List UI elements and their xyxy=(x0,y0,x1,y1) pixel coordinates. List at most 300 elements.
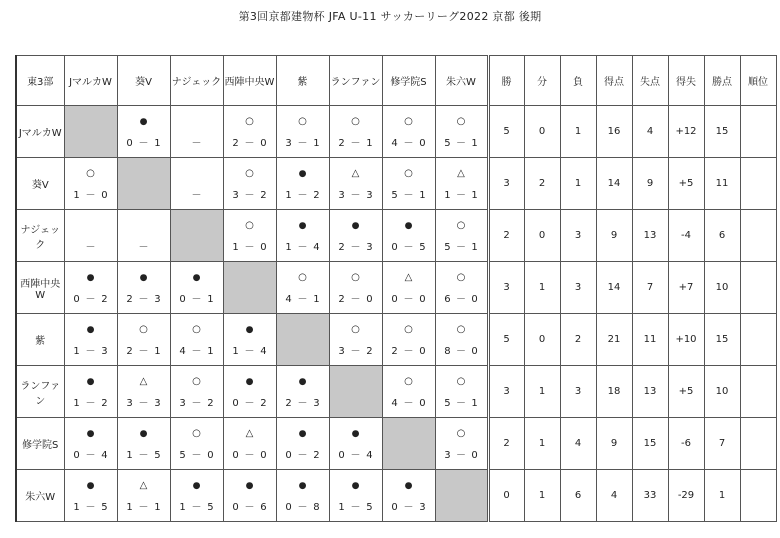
col-team-7: 朱六W xyxy=(435,56,488,106)
loss-mark: ● xyxy=(192,273,201,283)
stat-rank xyxy=(740,262,776,314)
score-separator: － xyxy=(297,190,308,201)
score-home: 2 xyxy=(126,294,133,305)
match-score xyxy=(277,399,329,409)
match-result-cell xyxy=(223,418,276,470)
score-away: 0 xyxy=(471,450,478,461)
match-score xyxy=(224,451,276,461)
score-home: 1 xyxy=(179,502,186,513)
unplayed-cell xyxy=(64,210,117,262)
match-result-cell xyxy=(223,314,276,366)
score-home: 1 xyxy=(285,242,292,253)
stat-goal-diff: +7 xyxy=(668,262,704,314)
score-home: 2 xyxy=(338,138,345,149)
match-result-cell xyxy=(329,262,382,314)
match-result-cell xyxy=(170,366,223,418)
score-home: 5 xyxy=(444,398,451,409)
stat-points: 10 xyxy=(704,366,740,418)
score-home: 1 xyxy=(126,502,133,513)
win-mark: ○ xyxy=(404,116,413,127)
match-score xyxy=(118,451,170,461)
unplayed-dash: － xyxy=(191,138,202,149)
match-score xyxy=(224,243,276,253)
loss-mark: ● xyxy=(298,429,307,439)
match-score xyxy=(330,295,382,305)
table-row xyxy=(16,418,776,470)
score-home: 8 xyxy=(444,346,451,357)
score-separator: － xyxy=(138,398,149,409)
score-away: 1 xyxy=(471,138,478,149)
loss-mark: ● xyxy=(86,325,95,335)
score-home: 0 xyxy=(179,294,186,305)
stat-goal-diff: -6 xyxy=(668,418,704,470)
score-home: 1 xyxy=(73,346,80,357)
col-team-1: 葵V xyxy=(117,56,170,106)
row-team-name: ナジェック xyxy=(16,210,64,262)
score-separator: － xyxy=(244,138,255,149)
draw-mark: △ xyxy=(457,168,465,179)
col-goals-against: 失点 xyxy=(632,56,668,106)
match-score xyxy=(118,399,170,409)
match-score xyxy=(436,295,487,305)
score-home: 0 xyxy=(232,398,239,409)
win-mark: ○ xyxy=(192,324,201,335)
match-result-cell xyxy=(223,366,276,418)
unplayed-cell xyxy=(170,158,223,210)
win-mark: ○ xyxy=(192,376,201,387)
score-home: 1 xyxy=(73,502,80,513)
score-home: 1 xyxy=(338,502,345,513)
score-home: 6 xyxy=(444,294,451,305)
score-separator: － xyxy=(297,502,308,513)
stat-goals-for: 14 xyxy=(596,262,632,314)
match-result-cell xyxy=(117,470,170,522)
score-home: 0 xyxy=(232,502,239,513)
stat-points: 15 xyxy=(704,106,740,158)
score-separator: － xyxy=(297,450,308,461)
unplayed-dash: － xyxy=(191,190,202,201)
score-away: 4 xyxy=(366,450,373,461)
score-away: 0 xyxy=(260,138,267,149)
row-team-name: 紫 xyxy=(16,314,64,366)
win-mark: ○ xyxy=(456,428,466,439)
score-separator: － xyxy=(455,346,466,357)
score-home: 1 xyxy=(444,190,451,201)
match-result-cell xyxy=(223,106,276,158)
col-team-0: JマルカW xyxy=(64,56,117,106)
win-mark: ○ xyxy=(456,324,466,335)
match-score xyxy=(65,347,117,357)
win-mark: ○ xyxy=(298,116,307,127)
score-separator: － xyxy=(191,450,202,461)
score-away: 1 xyxy=(313,294,320,305)
stat-wins: 5 xyxy=(488,106,524,158)
match-score xyxy=(65,399,117,409)
col-team-6: 修学院S xyxy=(382,56,435,106)
self-match-cell xyxy=(435,470,488,522)
col-rank: 順位 xyxy=(740,56,776,106)
stat-rank xyxy=(740,106,776,158)
unplayed-dash: － xyxy=(85,242,96,253)
match-result-cell xyxy=(329,314,382,366)
score-away: 2 xyxy=(260,190,267,201)
score-home: 4 xyxy=(391,398,398,409)
draw-mark: △ xyxy=(139,480,148,491)
match-score xyxy=(330,191,382,201)
win-mark: ○ xyxy=(298,272,307,283)
loss-mark: ● xyxy=(139,429,148,439)
score-home: 0 xyxy=(126,138,133,149)
stat-points: 1 xyxy=(704,470,740,522)
stat-losses: 3 xyxy=(560,210,596,262)
match-result-cell xyxy=(223,470,276,522)
col-team-2: ナジェック xyxy=(170,56,223,106)
score-away: 5 xyxy=(419,242,426,253)
score-separator: － xyxy=(191,294,202,305)
loss-mark: ● xyxy=(139,117,148,127)
match-result-cell xyxy=(382,210,435,262)
col-team-5: ランファン xyxy=(329,56,382,106)
score-away: 0 xyxy=(419,294,426,305)
score-away: 2 xyxy=(260,398,267,409)
score-home: 3 xyxy=(232,190,239,201)
match-score xyxy=(436,347,487,357)
score-separator: － xyxy=(138,138,149,149)
loss-mark: ● xyxy=(86,273,95,283)
match-score xyxy=(118,139,170,149)
score-separator: － xyxy=(403,138,414,149)
score-separator: － xyxy=(403,242,414,253)
table-row xyxy=(16,470,776,522)
score-away: 1 xyxy=(207,346,214,357)
score-away: 0 xyxy=(419,398,426,409)
match-score xyxy=(171,295,223,305)
col-goals-for: 得点 xyxy=(596,56,632,106)
match-score xyxy=(118,295,170,305)
score-separator: － xyxy=(403,398,414,409)
score-separator: － xyxy=(403,346,414,357)
score-away: 4 xyxy=(260,346,267,357)
match-result-cell xyxy=(435,210,488,262)
match-result-cell xyxy=(382,106,435,158)
match-result-cell xyxy=(276,106,329,158)
match-score xyxy=(330,243,382,253)
match-result-cell xyxy=(276,262,329,314)
win-mark: ○ xyxy=(245,168,254,179)
table-row xyxy=(16,314,776,366)
score-away: 2 xyxy=(366,346,373,357)
loss-mark: ● xyxy=(86,429,95,439)
self-match-cell xyxy=(223,262,276,314)
stat-goals-against: 11 xyxy=(632,314,668,366)
score-home: 5 xyxy=(444,138,451,149)
stat-draws: 1 xyxy=(524,262,560,314)
row-team-name: JマルカW xyxy=(16,106,64,158)
score-separator: － xyxy=(244,502,255,513)
stat-goal-diff: -4 xyxy=(668,210,704,262)
match-result-cell xyxy=(329,470,382,522)
stat-goals-for: 14 xyxy=(596,158,632,210)
match-score xyxy=(65,503,117,513)
score-separator: － xyxy=(85,346,96,357)
match-result-cell xyxy=(329,106,382,158)
league-table xyxy=(15,55,777,522)
match-result-cell xyxy=(329,418,382,470)
stat-draws: 2 xyxy=(524,158,560,210)
match-result-cell xyxy=(117,418,170,470)
match-result-cell xyxy=(329,158,382,210)
score-away: 1 xyxy=(154,138,161,149)
win-mark: ○ xyxy=(456,220,466,231)
match-score xyxy=(436,451,487,461)
match-result-cell xyxy=(64,262,117,314)
page-title: 第3回京都建物杯 JFA U-11 サッカーリーグ2022 京都 後期 xyxy=(238,10,542,23)
score-away: 3 xyxy=(366,190,373,201)
division-label: 東3部 xyxy=(16,56,64,106)
score-home: 4 xyxy=(391,138,398,149)
score-away: 3 xyxy=(366,242,373,253)
match-score xyxy=(277,503,329,513)
score-home: 3 xyxy=(338,190,345,201)
win-mark: ○ xyxy=(456,116,466,127)
match-result-cell xyxy=(435,158,488,210)
score-home: 2 xyxy=(338,242,345,253)
loss-mark: ● xyxy=(245,377,254,387)
score-away: 5 xyxy=(366,502,373,513)
row-team-name: 修学院S xyxy=(16,418,64,470)
loss-mark: ● xyxy=(245,325,254,335)
loss-mark: ● xyxy=(86,481,95,491)
score-away: 1 xyxy=(313,138,320,149)
table-row xyxy=(16,210,776,262)
stat-points: 11 xyxy=(704,158,740,210)
stat-wins: 0 xyxy=(488,470,524,522)
score-separator: － xyxy=(350,242,361,253)
stat-points: 7 xyxy=(704,418,740,470)
score-away: 0 xyxy=(260,242,267,253)
score-away: 0 xyxy=(260,450,267,461)
score-separator: － xyxy=(350,502,361,513)
score-away: 3 xyxy=(154,398,161,409)
score-home: 0 xyxy=(232,450,239,461)
stat-draws: 1 xyxy=(524,418,560,470)
loss-mark: ● xyxy=(298,221,307,231)
score-separator: － xyxy=(350,190,361,201)
score-home: 0 xyxy=(391,502,398,513)
score-home: 2 xyxy=(338,294,345,305)
stat-goals-against: 13 xyxy=(632,210,668,262)
match-score xyxy=(330,139,382,149)
self-match-cell xyxy=(170,210,223,262)
stat-points: 10 xyxy=(704,262,740,314)
match-score xyxy=(383,139,435,149)
stat-losses: 4 xyxy=(560,418,596,470)
row-team-name: 朱六W xyxy=(16,470,64,522)
self-match-cell xyxy=(329,366,382,418)
score-away: 5 xyxy=(101,502,108,513)
stat-rank xyxy=(740,210,776,262)
unplayed-cell xyxy=(117,210,170,262)
match-score xyxy=(65,295,117,305)
match-result-cell xyxy=(435,366,488,418)
win-mark: ○ xyxy=(245,116,254,127)
score-home: 0 xyxy=(73,450,80,461)
stat-goals-for: 18 xyxy=(596,366,632,418)
loss-mark: ● xyxy=(298,169,307,179)
draw-mark: △ xyxy=(139,376,148,387)
table-row xyxy=(16,158,776,210)
stat-goals-for: 9 xyxy=(596,418,632,470)
score-home: 0 xyxy=(338,450,345,461)
stat-goal-diff: +5 xyxy=(668,366,704,418)
match-result-cell xyxy=(64,158,117,210)
score-home: 3 xyxy=(179,398,186,409)
score-home: 4 xyxy=(285,294,292,305)
score-separator: － xyxy=(455,398,466,409)
score-separator: － xyxy=(350,294,361,305)
stat-draws: 0 xyxy=(524,314,560,366)
stat-losses: 6 xyxy=(560,470,596,522)
match-result-cell xyxy=(117,262,170,314)
stat-wins: 3 xyxy=(488,158,524,210)
score-separator: － xyxy=(244,398,255,409)
row-team-name: 葵V xyxy=(16,158,64,210)
match-score xyxy=(171,399,223,409)
match-score xyxy=(118,347,170,357)
draw-mark: △ xyxy=(351,168,360,179)
match-result-cell xyxy=(329,210,382,262)
header-row xyxy=(16,56,776,106)
win-mark: ○ xyxy=(456,376,466,387)
stat-rank xyxy=(740,418,776,470)
score-home: 1 xyxy=(285,190,292,201)
score-home: 3 xyxy=(338,346,345,357)
match-score xyxy=(224,503,276,513)
match-score xyxy=(330,451,382,461)
score-separator: － xyxy=(191,398,202,409)
score-away: 1 xyxy=(471,242,478,253)
match-result-cell xyxy=(382,470,435,522)
score-home: 0 xyxy=(73,294,80,305)
score-away: 4 xyxy=(101,450,108,461)
score-separator: － xyxy=(138,502,149,513)
stat-goals-against: 4 xyxy=(632,106,668,158)
stat-draws: 0 xyxy=(524,106,560,158)
match-result-cell xyxy=(382,314,435,366)
score-away: 5 xyxy=(207,502,214,513)
self-match-cell xyxy=(64,106,117,158)
score-away: 0 xyxy=(207,450,214,461)
match-result-cell xyxy=(276,366,329,418)
score-away: 0 xyxy=(366,294,373,305)
win-mark: ○ xyxy=(192,428,201,439)
score-home: 5 xyxy=(444,242,451,253)
stat-wins: 3 xyxy=(488,366,524,418)
loss-mark: ● xyxy=(351,481,360,491)
match-result-cell xyxy=(435,262,488,314)
match-result-cell xyxy=(276,418,329,470)
stat-losses: 2 xyxy=(560,314,596,366)
score-home: 2 xyxy=(232,138,239,149)
col-goal-diff: 得失 xyxy=(668,56,704,106)
score-separator: － xyxy=(403,190,414,201)
score-separator: － xyxy=(403,502,414,513)
score-away: 8 xyxy=(313,502,320,513)
win-mark: ○ xyxy=(86,168,95,179)
score-away: 0 xyxy=(419,346,426,357)
score-separator: － xyxy=(350,346,361,357)
match-score xyxy=(65,451,117,461)
score-home: 5 xyxy=(179,450,186,461)
match-score xyxy=(171,503,223,513)
score-separator: － xyxy=(350,138,361,149)
match-score xyxy=(383,295,435,305)
score-home: 2 xyxy=(285,398,292,409)
self-match-cell xyxy=(276,314,329,366)
self-match-cell xyxy=(117,158,170,210)
stat-losses: 3 xyxy=(560,366,596,418)
score-away: 1 xyxy=(207,294,214,305)
match-score xyxy=(171,347,223,357)
match-result-cell xyxy=(64,366,117,418)
stat-points: 6 xyxy=(704,210,740,262)
match-result-cell xyxy=(117,366,170,418)
score-away: 2 xyxy=(101,398,108,409)
score-away: 2 xyxy=(101,294,108,305)
score-separator: － xyxy=(85,294,96,305)
score-away: 1 xyxy=(154,502,161,513)
match-score xyxy=(224,139,276,149)
match-result-cell xyxy=(170,470,223,522)
score-home: 5 xyxy=(391,190,398,201)
score-separator: － xyxy=(455,450,466,461)
stat-losses: 1 xyxy=(560,158,596,210)
match-score xyxy=(436,191,487,201)
win-mark: ○ xyxy=(351,324,360,335)
score-separator: － xyxy=(138,450,149,461)
match-result-cell xyxy=(382,366,435,418)
score-away: 4 xyxy=(313,242,320,253)
stat-draws: 0 xyxy=(524,210,560,262)
loss-mark: ● xyxy=(192,481,201,491)
score-away: 3 xyxy=(419,502,426,513)
score-separator: － xyxy=(85,450,96,461)
score-separator: － xyxy=(297,242,308,253)
stat-rank xyxy=(740,470,776,522)
score-away: 3 xyxy=(154,294,161,305)
score-away: 3 xyxy=(101,346,108,357)
score-separator: － xyxy=(85,502,96,513)
score-away: 5 xyxy=(154,450,161,461)
col-team-3: 西陣中央W xyxy=(223,56,276,106)
match-score xyxy=(436,139,487,149)
unplayed-cell xyxy=(170,106,223,158)
stat-goals-for: 4 xyxy=(596,470,632,522)
col-wins: 勝 xyxy=(488,56,524,106)
score-away: 1 xyxy=(471,190,478,201)
match-result-cell xyxy=(276,470,329,522)
score-away: 1 xyxy=(471,398,478,409)
match-score xyxy=(383,347,435,357)
score-away: 0 xyxy=(471,294,478,305)
match-score xyxy=(277,191,329,201)
score-separator: － xyxy=(455,242,466,253)
match-score xyxy=(65,191,117,201)
score-home: 3 xyxy=(126,398,133,409)
stat-goals-for: 16 xyxy=(596,106,632,158)
score-home: 2 xyxy=(126,346,133,357)
match-result-cell xyxy=(382,262,435,314)
